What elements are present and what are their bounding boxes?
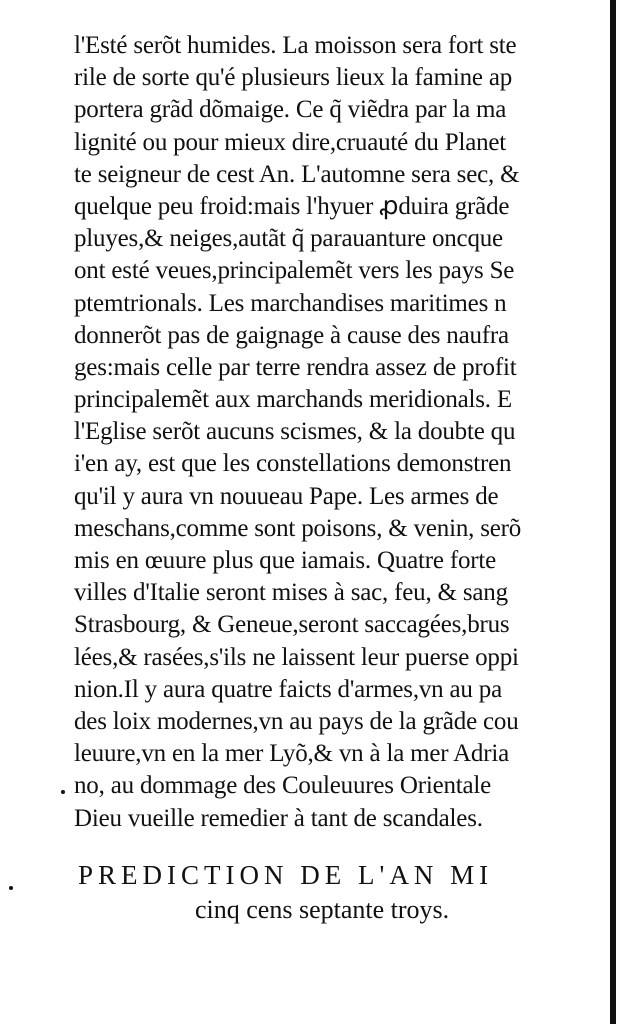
text-line: l'Esté serõt humides. La moisson sera fort ste xyxy=(74,32,517,59)
section-subheading: cinq cens septante troys. xyxy=(195,895,450,924)
section-heading: PREDICTION DE L'AN MI xyxy=(78,860,494,890)
text-line: principalemẽt aux marchands meridionals. E xyxy=(74,386,512,414)
page-edge-rule xyxy=(610,0,616,1024)
text-line: i'en ay, est que les constellations demonstren xyxy=(74,450,512,478)
text-line: meschans,comme sont poisons, & venin, serõ xyxy=(74,514,522,542)
text-line: donnerõt pas de gaignage à cause des naufra xyxy=(74,321,509,349)
body-text xyxy=(74,30,610,835)
margin-mark xyxy=(61,790,65,794)
text-line: villes d'Italie seront mises à sac, feu, & sang xyxy=(74,579,508,607)
text-line: qu'il y aura vn nouueau Pape. Les armes de xyxy=(74,482,499,510)
text-line: l'Eglise serõt aucuns scismes, & la doubte qu xyxy=(74,418,516,446)
text-line: quelque peu froid:mais l'hyuer ꝓduira grãde xyxy=(74,192,510,220)
text-line: pluyes,& neiges,autãt q̃ parauanture oncque xyxy=(74,225,503,253)
text-line: mis en œuure plus que iamais. Quatre forte xyxy=(74,547,497,574)
text-line: portera grãd dõmaige. Ce q̃ viẽdra par la ma xyxy=(74,96,507,124)
text-line: Strasbourg, & Geneue,seront saccagées,brus xyxy=(74,611,510,639)
text-line: des loix modernes,vn au pays de la grãde cou xyxy=(74,707,519,735)
text-line: ptemtrionals. Les marchandises maritimes n xyxy=(74,289,507,317)
text-line: lignité ou pour mieux dire,cruauté du Planet xyxy=(74,128,507,156)
text-line: ges:mais celle par terre rendra assez de profit xyxy=(74,353,517,381)
text-line: Dieu vueille remedier à tant de scandales. xyxy=(74,804,483,832)
text-line: te seigneur de cest An. L'automne sera sec, & xyxy=(74,160,520,188)
margin-mark xyxy=(9,886,13,890)
text-line: nion.Il y aura quatre faicts d'armes,vn au pa xyxy=(74,675,502,703)
text-line: no, au dommage des Couleuures Orientale xyxy=(74,772,492,800)
text-line: rile de sorte qu'é plusieurs lieux la famine ap xyxy=(74,64,513,92)
text-line: ont esté veues,principalemẽt vers les pays Se xyxy=(74,257,515,285)
text-line: lées,& rasées,s'ils ne laissent leur puerse oppi xyxy=(74,643,519,671)
text-line: leuure,vn en la mer Lyõ,& vn à la mer Adria xyxy=(74,740,510,768)
